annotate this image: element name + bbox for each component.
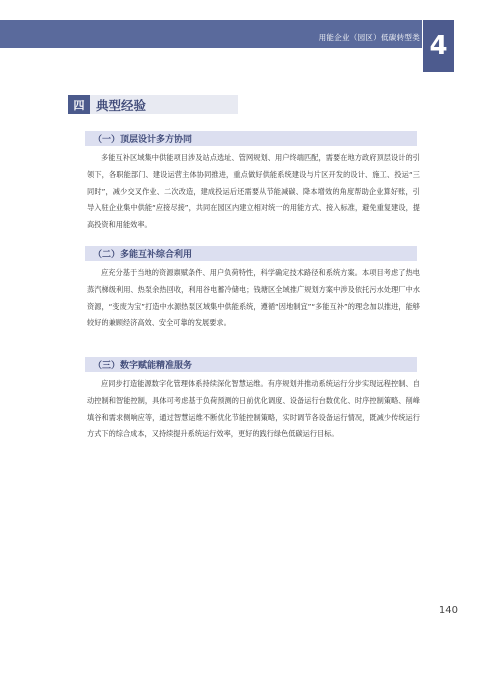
chapter-number-badge: 4 bbox=[423, 20, 454, 72]
section-number: 四 bbox=[68, 95, 90, 114]
section-heading bbox=[68, 95, 238, 114]
subsection-heading-label: （二）多能互补综合利用 bbox=[93, 250, 193, 260]
subsection-heading-label: （三）数字赋能精准服务 bbox=[93, 361, 193, 371]
subsection-heading-3 bbox=[85, 357, 417, 372]
running-header-title: 用能企业（园区）低碳转型类 bbox=[318, 33, 420, 42]
page-number: 140 bbox=[438, 605, 458, 616]
subsection-paragraph-1: 多能互补区域集中供能项目涉及站点选址、管网规划、用户终端匹配，需要在地方政府顶层设计的引领下，各职能部门、建设运营主体协同推进，重点做好供能系统建设与片区开发的设计、施工、投运“三同时”，减少交叉作业、二次改造，建成投运后还需要从节能减碳、降本增效的角度帮助企业算好账，引导入驻企业集中供能“应接尽接”，共同在园区内建立相对统一的用能方式、接入标准，避免重复建设，提高投资和用能效率。 bbox=[87, 153, 420, 230]
subsection-paragraph-3: 应同步打造能源数字化管理体系持续深化智慧运维。有序规划并推动系统运行分步实现远程控制、自动控制和智能控制，具体可考虑基于负荷预测的日前优化调度、设备运行台数优化、时序控制策略、削峰填谷和需求侧响应等，通过智慧运维不断优化节能控制策略，实时调节各设备运行情况，既减少传统运行方式下的综合成本，又持续提升系统运行效率，更好的践行绿色低碳运行目标。 bbox=[87, 379, 420, 439]
subsection-heading-label: （一）顶层设计多方协同 bbox=[93, 135, 193, 145]
subsection-paragraph-2: 应充分基于当地的资源禀赋条件、用户负荷特性，科学确定技术路径和系统方案。本项目考虑了热电蒸汽梯级利用、热泵余热回收，利用谷电蓄冷储电；钱塘区全域推广规划方案中涉及依托污水处理厂中水资源，“变废为宝”打造中水源热泵区域集中供能系统，遵循“因地制宜”“多能互补”的理念加以推进，能够较好的兼顾经济高效、安全可靠的发展要求。 bbox=[87, 268, 420, 328]
subsection-heading-1 bbox=[85, 131, 417, 146]
subsection-heading-2 bbox=[85, 246, 417, 261]
section-title: 典型经验 bbox=[96, 97, 147, 113]
